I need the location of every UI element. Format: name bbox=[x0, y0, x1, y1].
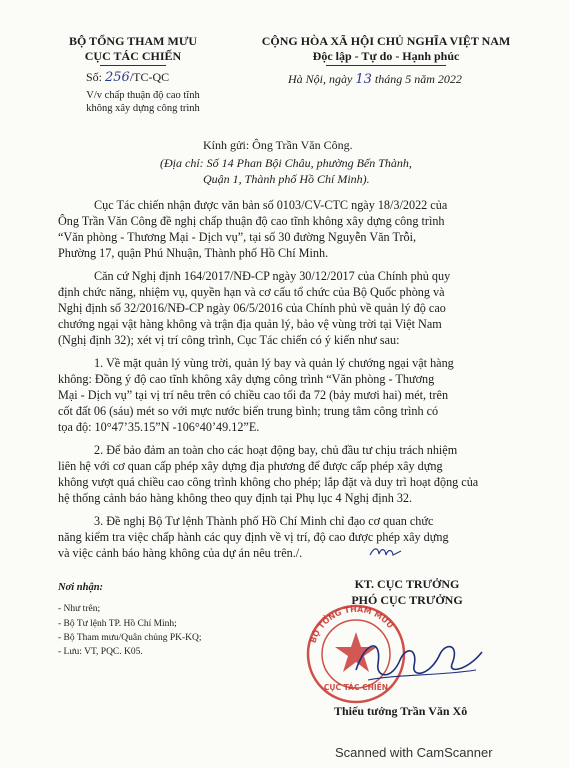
signature-title-2: PHÓ CỤC TRƯỞNG bbox=[351, 593, 463, 607]
recipients-item: - Bộ Tư lệnh TP. Hồ Chí Minh; bbox=[58, 619, 177, 629]
document-date: Hà Nội, ngày 13 tháng 5 năm 2022 bbox=[288, 72, 462, 87]
recipient-address-2: Quận 1, Thành phố Hồ Chí Minh). bbox=[203, 172, 370, 186]
body-line: năng kiểm tra việc chấp hành các quy định về vị trí, độ cao được phép xây dựng bbox=[58, 530, 449, 544]
body-line: Căn cứ Nghị định 164/2017/NĐ-CP ngày 30/12/2017 của Chính phủ quy bbox=[94, 269, 451, 283]
handwritten-signature bbox=[348, 630, 488, 692]
country-title: CỘNG HÒA XÃ HỘI CHỦ NGHĨA VIỆT NAM bbox=[261, 34, 511, 48]
body-line: (Nghị định 32); xét vị trí công trình, Cục Tác chiến có ý kiến như sau: bbox=[58, 333, 400, 347]
recipients-item: - Lưu: VT, PQC. K05. bbox=[58, 647, 143, 657]
body-line: hệ thống cảnh báo hàng không theo quy định tại Phụ lục 4 Nghị định 32. bbox=[58, 491, 413, 505]
subject-line-2: không xây dựng công trình bbox=[86, 103, 200, 114]
org-name: BỘ TỔNG THAM MƯU bbox=[68, 34, 198, 48]
body-line: “Văn phòng - Thương Mại - Dịch vụ”, tại số 30 đường Nguyễn Văn Trỗi, bbox=[58, 230, 417, 244]
org-subunit: CỤC TÁC CHIẾN bbox=[84, 49, 182, 63]
date-day-handwritten: 13 bbox=[355, 72, 372, 87]
document-number: Số: 256/TC-QC bbox=[86, 70, 170, 85]
recipients-item: - Như trên; bbox=[58, 604, 101, 614]
body-line: Mại - Dịch vụ” tại vị trí nêu trên có chiều cao tối đa 72 (bảy mươi hai) mét, trên bbox=[58, 388, 449, 402]
body-line: không vượt quá chiều cao công trình không cho phép; lắp đặt và duy trì hoạt động của bbox=[58, 475, 479, 489]
body-line: liên hệ với cơ quan cấp phép xây dựng địa phương để được cấp phép xây dựng bbox=[58, 459, 443, 473]
body-line: Cục Tác chiến nhận được văn bản số 0103/CV-CTC ngày 18/3/2022 của bbox=[94, 198, 448, 212]
body-line: 1. Về mặt quản lý vùng trời, quản lý bay và quản lý chướng ngại vật hàng bbox=[94, 356, 454, 370]
svg-text:BỘ TỔNG THAM MƯU: BỘ TỔNG THAM MƯU bbox=[308, 604, 396, 645]
body-line: tọa độ: 10°47’35.15”N -106°40’49.12”E. bbox=[58, 420, 260, 434]
scanner-watermark: Scanned with CamScanner bbox=[335, 745, 493, 760]
body-line: và việc cảnh báo hàng không của dự án nêu trên./. bbox=[58, 546, 303, 560]
body-line: cốt đất 06 (sáu) mét so với mực nước biển trung bình; trung tâm công trình có bbox=[58, 404, 439, 418]
subject-line-1: V/v chấp thuận độ cao tĩnh bbox=[86, 90, 200, 101]
body-line: định chức năng, nhiệm vụ, quyền hạn và cơ cấu tổ chức của Bộ Quốc phòng và bbox=[58, 285, 445, 299]
document-number-handwritten: 256 bbox=[105, 70, 130, 85]
handwritten-initials bbox=[368, 545, 404, 559]
body-line: 3. Đề nghị Bộ Tư lệnh Thành phố Hồ Chí Minh chỉ đạo cơ quan chức bbox=[94, 514, 434, 528]
org-underline bbox=[100, 65, 166, 66]
motto-underline bbox=[326, 65, 446, 66]
country-motto: Độc lập - Tự do - Hạnh phúc bbox=[312, 49, 460, 63]
recipient-address-1: (Địa chỉ: Số 14 Phan Bội Châu, phường Bến Thành, bbox=[160, 156, 412, 170]
body-line: chướng ngại vật hàng không và trận địa quản lý, bảo vệ vùng trời tại Việt Nam bbox=[58, 317, 442, 331]
signer-name: Thiếu tướng Trần Văn Xô bbox=[334, 704, 468, 718]
signature-title-1: KT. CỤC TRƯỞNG bbox=[354, 577, 460, 591]
body-line: Phường 17, quận Phú Nhuận, Thành phố Hồ Chí Minh. bbox=[58, 246, 329, 260]
body-line: Ông Trần Văn Công đề nghị chấp thuận độ cao tĩnh không xây dựng công trình bbox=[58, 214, 445, 228]
body-line: Nghị định số 32/2016/NĐ-CP ngày 06/5/2016 của Chính phủ về quản lý độ cao bbox=[58, 301, 446, 315]
body-line: không: Đồng ý độ cao tĩnh không xây dựng công trình “Văn phòng - Thương bbox=[58, 372, 435, 386]
recipients-title: Nơi nhận: bbox=[58, 582, 104, 593]
body-line: 2. Để bảo đảm an toàn cho các hoạt động bay, chủ đầu tư chịu trách nhiệm bbox=[94, 443, 458, 457]
recipients-item: - Bộ Tham mưu/Quân chủng PK-KQ; bbox=[58, 633, 202, 643]
svg-text:CỤC TÁC CHIẾN: CỤC TÁC CHIẾN bbox=[323, 683, 389, 692]
recipient-line: Kính gửi: Ông Trần Văn Công. bbox=[203, 138, 353, 152]
